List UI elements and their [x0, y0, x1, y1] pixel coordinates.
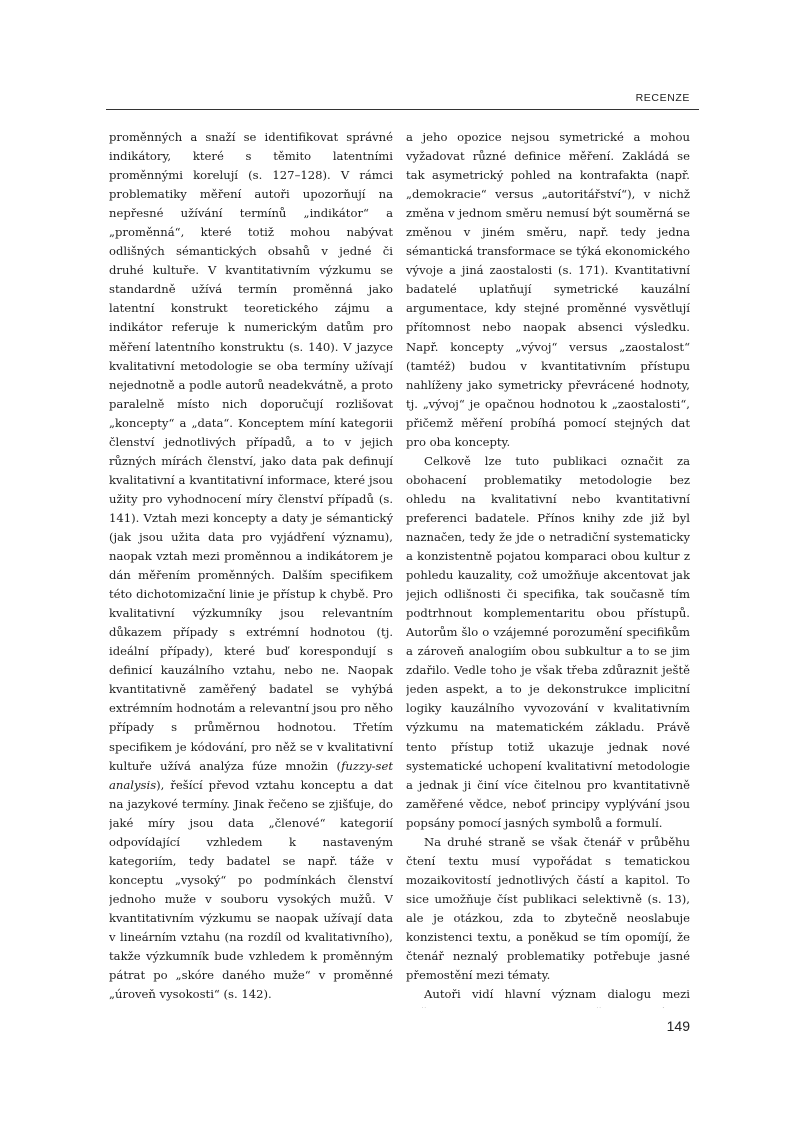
right-column: [406, 128, 690, 1008]
paragraph: proměnných a snaží se identifikovat správné indikátory, které s těmito latentními proměnnými korelují (s. 127–128). V rámci problematiky měření autoři upozorňují na nepřesné užívání termínů „indikátor“ a „proměnná“, které totiž mohou nabývat odlišných sémantických obsahů v jedné či druhé kultuře. V kvantitativním výzkumu se standardně užívá termín proměnná jako latentní konstrukt teoretického zájmu a indikátor referuje k numerickým datům pro měření latentního konstruktu (s. 140). V jazyce kvalitativní metodologie se oba termíny užívají nejednotně a podle autorů neadekvátně, a proto paralelně místo nich doporučují rozlišovat „koncepty“ a „data“. Konceptem míní kategorii členství jednotlivých případů, a to v jejich různých mírách členství, jako data pak definují kvalitativní a kvantitativní informace, které jsou užity pro vyhodnocení míry členství případů (s. 141). Vztah mezi koncepty a daty je sémantický (jak jsou užita data pro vyjádření významu), naopak vztah mezi proměnnou a indikátorem je dán měřením proměnných. Dalším specifikem této dichotomizační linie je přístup k chybě. Pro kvalitativní výzkumníky jsou relevantním důkazem případy s extrémní hodnotou (tj. ideální případy), které buď korespondují s definicí kauzálního vztahu, nebo ne. Naopak kvantitativně zaměřený badatel se vyhýbá extrémním hodnotám a relevantní jsou pro něho případy s průměrnou hodnotou. Třetím specifikem je kódování, pro něž se v kvalitativní kultuře užívá analýza fúze množin (fuzzy-set analysis), řešící převod vztahu konceptu a dat na jazykové termíny. Jinak řečeno se zjišťuje, do jaké míry jsou data „členové“ kategorií odpovídající vzhledem k nastaveným kategoriím, tedy badatel se např. táže v konceptu „vysoký“ po podmínkách členství jednoho muže v souboru vysokých mužů. V kvantitativním výzkumu se naopak užívají data v lineárním vztahu (na rozdíl od kvalitativního), takže výzkumník bude vzhledem k proměnným pátrat po „skóre daného muže“ v proměnné „úroveň vysokosti“ (s. 142).: [109, 130, 393, 1002]
page-number: 149: [666, 1018, 690, 1034]
paragraph: Celkově lze tuto publikaci označit za obohacení problematiky metodologie bez ohledu na kvalitativní nebo kvantitativní preferenci badatele. Přínos knihy zde již byl naznačen, tedy že jde o netradiční systematicky a konzistentně pojatou komparaci obou kultur z pohledu kauzality, což umožňuje akcentovat jak jejich odlišnosti či specifika, tak současně tím podtrhnout komplementaritu obou přístupů. Autorům šlo o vzájemné porozumění specifikům a zároveň analogiím obou subkultur a to se jim zdařilo. Vedle toho je však třeba zdůraznit ještě jeden aspekt, a to je dekonstrukce implicitní logiky kauzálního vyvozování v kvalitativním výzkumu na matematickém základu. Právě tento přístup totiž ukazuje jednak nové systematické uchopení kvalitativní metodologie a jednak ji činí více čitelnou pro kvantitativně zaměřené vědce, neboť principy vyplývání jsou popsány pomocí jasných symbolů a formulí.: [406, 453, 690, 830]
paragraph: Na druhé straně se však čtenář v průběhu čtení textu musí vypořádat s tematickou mozaikovitostí jednotlivých částí a kapitol. To sice umožňuje číst publikaci selektivně (s. 13), ale je otázkou, zda to zbytečně neoslabuje konzistenci textu, a poněkud se tím opomíjí, že čtenář neznalý problematiky potřebuje jasné přemostění mezi tématy.: [406, 834, 690, 983]
left-column: [109, 128, 393, 1008]
paragraph: Autoři vidí hlavní význam dialogu mezi: [424, 987, 690, 1002]
paragraph: [109, 1004, 393, 1008]
header-rule: [106, 109, 699, 110]
running-head: RECENZE: [635, 92, 690, 104]
paragraph: a jeho opozice nejsou symetrické a mohou vyžadovat různé definice měření. Zakládá se tak asymetrický pohled na kontrafakta (např. „demokracie“ versus „autoritářství“), v nichž změna v jednom směru nemusí být souměrná se změnou v jiném směru, např. tedy jedna sémantická transformace se týká ekonomického vývoje a jiná zaostalosti (s. 171). Kvantitativní badatelé uplatňují symetrické kauzální argumentace, kdy stejné proměnné vysvětlují přítomnost nebo naopak absenci výsledku. Např. koncepty „vývoj“ versus „zaostalost“ (tamtéž) budou v kvantitativním přístupu nahlíženy jako symetricky převrácené hodnoty, tj. „vývoj“ je opačnou hodnotou k „zaostalosti“, přičemž měření probíhá pomocí stejných dat pro oba koncepty.: [406, 130, 690, 449]
italic-term: fuzzy-set analysis: [109, 758, 393, 792]
